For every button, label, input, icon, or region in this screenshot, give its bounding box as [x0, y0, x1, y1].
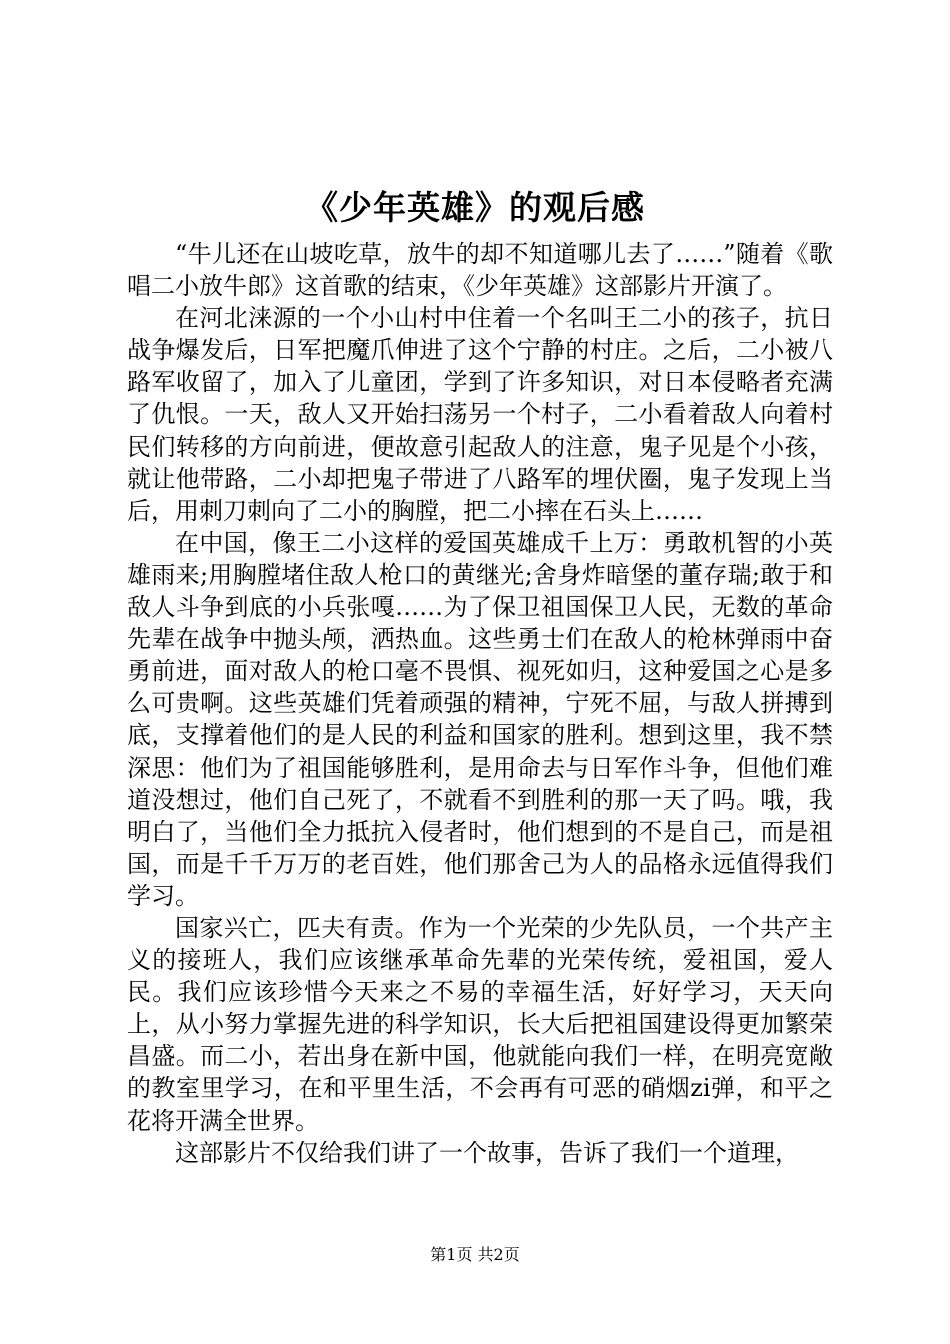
document-title: 《少年英雄》的观后感	[305, 188, 645, 227]
paragraph: 国家兴亡，匹夫有责。作为一个光荣的少先队员，一个共产主义的接班人，我们应该继承革命先辈的光荣传统，爱祖国，爱人民。我们应该珍惜今天来之不易的幸福生活，好好学习，天天向上，从小努力掌握先进的科学知识，长大后把祖国建设得更加繁荣昌盛。而二小，若出身在新中国，他就能向我们一样，在明亮宽敞的教室里学习，在和平里生活，不会再有可恶的硝烟zi弹，和平之花将开满全世界。	[127, 913, 833, 1135]
paragraph: 在中国，像王二小这样的爱国英雄成千上万：勇敢机智的小英雄雨来;用胸膛堵住敌人枪口的黄继光;舍身炸暗堡的董存瑞;敢于和敌人斗争到底的小兵张嘎……为了保卫祖国保卫人民，无数的革命先辈在战争中抛头颅，洒热血。这些勇士们在敌人的枪林弹雨中奋勇前进，面对敌人的枪口毫不畏惧、视死如归，这种爱国之心是多么可贵啊。这些英雄们凭着顽强的精神，宁死不屈，与敌人拼搏到底，支撑着他们的是人民的利益和国家的胜利。想到这里，我不禁深思：他们为了祖国能够胜利，是用命去与日军作斗争，但他们难道没想过，他们自己死了，不就看不到胜利的那一天了吗。哦，我明白了，当他们全力抵抗入侵者时，他们想到的不是自己，而是祖国，而是千千万万的老百姓，他们那舍己为人的品格永远值得我们学习。	[127, 528, 833, 910]
document-body	[127, 238, 833, 1169]
page-number-footer: 第1页 共2页	[430, 1245, 520, 1264]
paragraph: “牛儿还在山坡吃草，放牛的却不知道哪儿去了……”随着《歌唱二小放牛郎》这首歌的结束，《少年英雄》这部影片开演了。	[127, 240, 833, 301]
paragraph: 在河北涞源的一个小山村中住着一个名叫王二小的孩子，抗日战争爆发后，日军把魔爪伸进了这个宁静的村庄。之后，二小被八路军收留了，加入了儿童团，学到了许多知识，对日本侵略者充满了仇恨。一天，敌人又开始扫荡另一个村子，二小看着敌人向着村民们转移的方向前进，便故意引起敌人的注意，鬼子见是个小孩，就让他带路，二小却把鬼子带进了八路军的埋伏圈，鬼子发现上当后，用刺刀刺向了二小的胸膛，把二小摔在石头上……	[127, 304, 833, 525]
paragraph: 这部影片不仅给我们讲了一个故事，告诉了我们一个道理，	[175, 1138, 799, 1167]
